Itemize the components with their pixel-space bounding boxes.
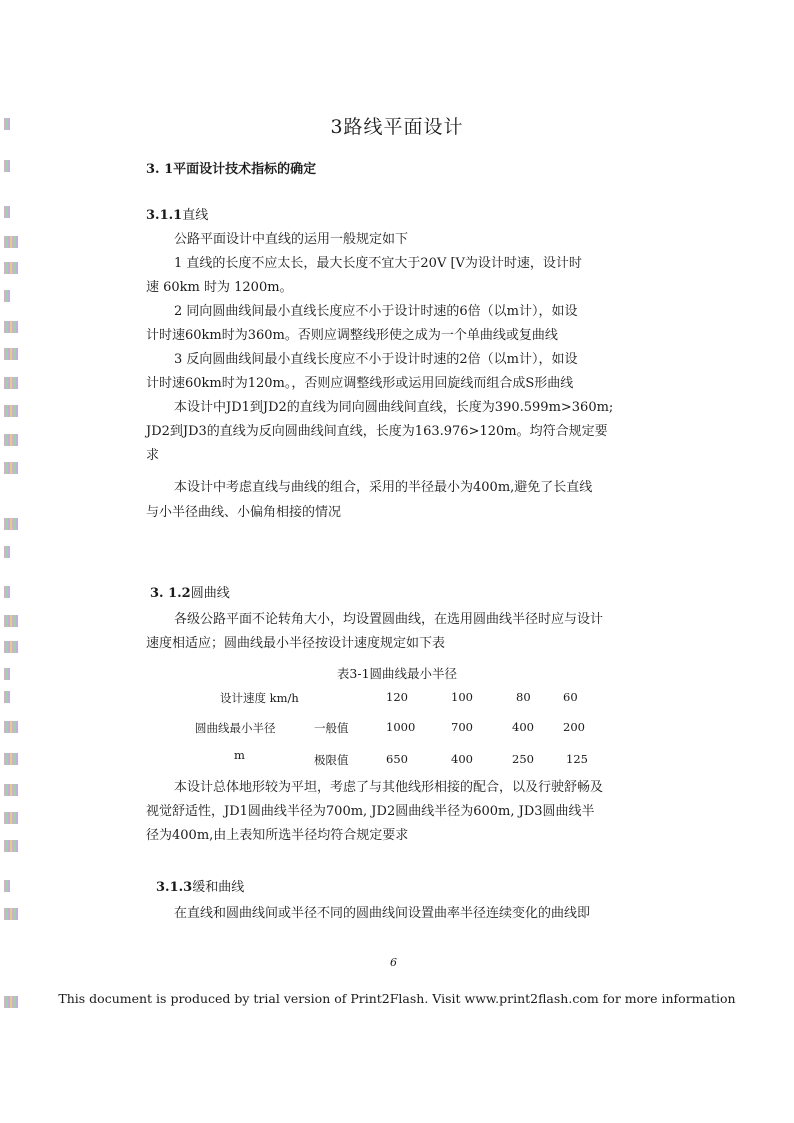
text-line: 计时速60km时为120m。，否则应调整线形或运用回旋线而组合成S形曲线 — [146, 376, 574, 392]
table-cell: 设计速度 km/h — [220, 691, 299, 705]
margin-artifact — [4, 321, 18, 333]
table-cell: m — [234, 748, 245, 762]
margin-artifact — [4, 546, 10, 558]
margin-artifact — [4, 434, 18, 446]
margin-artifact — [4, 462, 18, 474]
table-caption: 表3-1圆曲线最小半径 — [336, 666, 458, 681]
table-cell: 100 — [451, 690, 473, 704]
margin-artifact — [4, 880, 10, 892]
text-line: 本设计中JD1到JD2的直线为同向圆曲线间直线，长度为390.599m>360m; — [174, 400, 614, 416]
section-number: 3.1.3 — [156, 880, 193, 895]
margin-artifact — [4, 586, 10, 598]
text-line: 本设计中考虑直线与曲线的组合，采用的半径最小为400m,避免了长直线 — [174, 480, 593, 496]
section-heading-3-1: 3. 1平面设计技术指标的确定 — [146, 162, 317, 177]
text-line: 与小半径曲线、小偏角相接的情况 — [146, 504, 342, 520]
table-cell: 400 — [512, 720, 534, 734]
margin-artifact — [4, 812, 18, 824]
margin-artifact — [4, 290, 10, 302]
page-number: 6 — [390, 956, 397, 969]
table-cell: 极限值 — [314, 753, 349, 767]
table-cell: 120 — [386, 690, 408, 704]
margin-artifact — [4, 753, 18, 765]
text-line: 公路平面设计中直线的运用一般规定如下 — [174, 232, 409, 247]
section-heading-3-1-2 — [150, 582, 230, 601]
table-cell: 700 — [451, 720, 473, 734]
table-cell: 60 — [563, 690, 578, 704]
table-cell: 1000 — [386, 720, 416, 734]
margin-artifact — [4, 405, 18, 417]
text-line: 2 同向圆曲线间最小直线长度应不小于设计时速的6倍（以m计），如设 — [174, 304, 578, 320]
paragraph-transition-curves — [146, 902, 656, 926]
text-line: 计时速60km时为360m。否则应调整线形使之成为一个单曲线或复曲线 — [146, 328, 558, 344]
text-line: 1 直线的长度不应太长，最大长度不宜大于20V [V为设计时速，设计时 — [174, 256, 582, 272]
table-cell: 125 — [566, 752, 588, 766]
section-number: 3. 1.2 — [150, 586, 191, 601]
margin-artifact — [4, 840, 18, 852]
table-cell: 200 — [563, 720, 585, 734]
table-cell: 一般值 — [314, 721, 349, 735]
text-line: 3 反向圆曲线间最小直线长度应不小于设计时速的2倍（以m计），如设 — [174, 352, 578, 368]
section-label: 缓和曲线 — [192, 880, 245, 895]
paragraph-radius-selection — [146, 776, 656, 848]
margin-artifact — [4, 641, 18, 653]
text-line: JD2到JD3的直线为反向圆曲线间直线，长度为163.976>120m。均符合规定要 — [146, 424, 608, 440]
margin-artifact — [4, 236, 18, 248]
text-line: 各级公路平面不论转角大小，均设置圆曲线，在选用圆曲线半径时应与设计 — [174, 612, 604, 627]
table-cell: 圆曲线最小半径 — [195, 721, 276, 735]
section-heading-3-1-1 — [146, 204, 208, 223]
text-line: 速度相适应；圆曲线最小半径按设计速度规定如下表 — [146, 636, 446, 652]
margin-artifact — [4, 348, 18, 360]
text-line: 径为400m,由上表知所选半径均符合规定要求 — [146, 828, 409, 844]
page-title: 3路线平面设计 — [330, 116, 464, 138]
margin-artifact — [4, 262, 18, 274]
text-line: 速 60km 时为 1200m。 — [146, 280, 293, 296]
margin-artifact — [4, 721, 18, 733]
section-label: 圆曲线 — [190, 586, 230, 601]
paragraph-straight-lines — [146, 228, 656, 525]
text-line: 视觉舒适性，JD1圆曲线半径为700m, JD2圆曲线半径为600m, JD3圆曲线半 — [146, 804, 595, 820]
margin-artifact — [4, 691, 10, 703]
margin-artifact — [4, 908, 18, 920]
table-cell: 650 — [386, 752, 408, 766]
section-label: 直线 — [182, 208, 209, 223]
margin-artifact — [4, 206, 10, 218]
margin-artifact — [4, 784, 18, 796]
trial-version-footer: This document is produced by trial version of Print2Flash. Visit www.print2flash.com for more information — [58, 991, 736, 1006]
margin-artifact — [4, 615, 18, 627]
text-line: 本设计总体地形较为平坦，考虑了与其他线形相接的配合，以及行驶舒畅及 — [174, 780, 604, 795]
section-number: 3.1.1 — [146, 208, 183, 223]
margin-artifact — [4, 160, 10, 172]
margin-artifact — [4, 377, 18, 389]
margin-artifact — [4, 518, 18, 530]
section-heading-3-1-3 — [156, 876, 244, 895]
paragraph-circular-curves — [146, 608, 656, 656]
table-cell: 250 — [512, 752, 534, 766]
text-line: 求 — [146, 448, 160, 464]
table-cell: 400 — [451, 752, 473, 766]
text-line: 在直线和圆曲线间或半径不同的圆曲线间设置曲率半径连续变化的曲线即 — [174, 906, 591, 921]
table-cell: 80 — [516, 690, 531, 704]
